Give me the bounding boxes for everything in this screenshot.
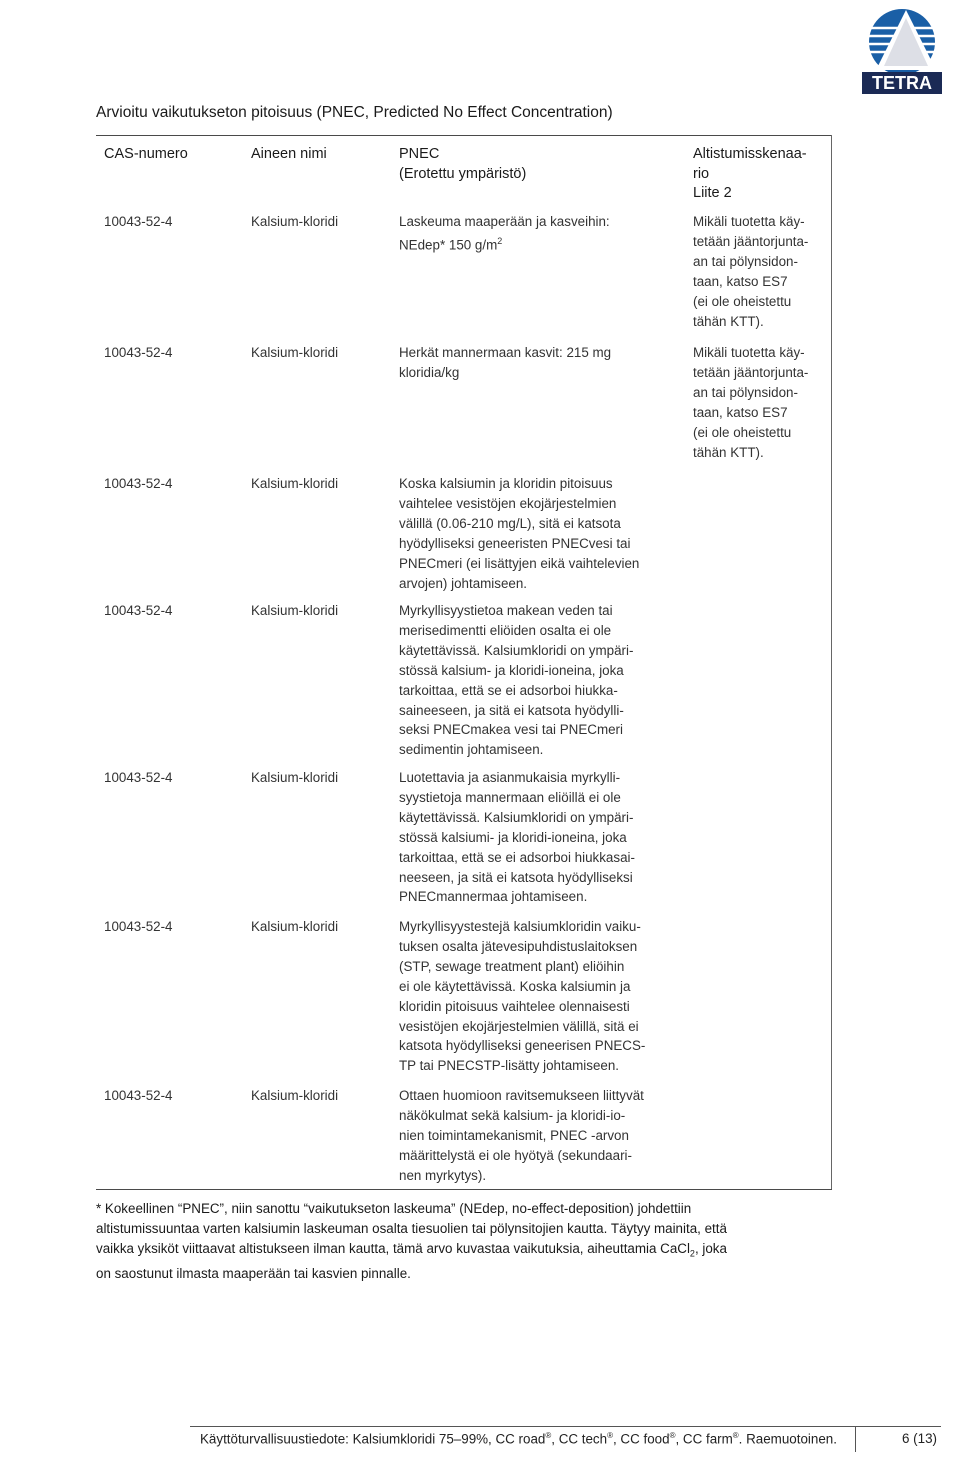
- tetra-logo-mark: [862, 6, 942, 94]
- cell-cas: 10043-52-4: [104, 214, 173, 229]
- cell-pnec: Luotettavia ja asianmukaisia myrkylli- syystietoja mannermaan eliöillä ei ole käytettävissä. Kalsiumkloridi on ympäri- stössä kalsiumi- ja kloridi-ioneina, joka tarkoittaa, että se ei adsorboi hiukkasai- neeseen, ja sitä ei katsota hyödylliseksi PNECmannermaa johtamiseen.: [399, 770, 635, 905]
- header-scenario: Altistumisskenaa- rio Liite 2: [693, 146, 807, 201]
- footnote-line: altistumissuuntaa varten kalsiumin laskeuman osalta tiesuolien tai pölynsitojien kautta. Täytyy mainita, että: [96, 1221, 727, 1236]
- tetra-logo: [862, 6, 942, 94]
- footnote-text: , joka: [694, 1241, 727, 1256]
- cell-name: Kalsium-kloridi: [251, 770, 339, 785]
- registered-mark: ®: [545, 1431, 552, 1440]
- section-title: Arvioitu vaikutukseton pitoisuus (PNEC, Predicted No Effect Concentration): [96, 104, 613, 121]
- cell-pnec: Herkät mannermaan kasvit: 215 mg kloridia/kg: [399, 345, 612, 380]
- cell-cas: 10043-52-4: [104, 345, 173, 360]
- footnote-text: vaikka yksiköt viittaavat altistukseen ilman kautta, tämä arvo kuvastaa vaikutuksia, aiheuttamia CaCl: [96, 1241, 690, 1256]
- cell-scenario: Mikäli tuotetta käy- tetään jääntorjunta- an tai pölynsidon- taan, katso ES7 (ei ole oheistettu tähän KTT).: [693, 345, 809, 460]
- cell-name: Kalsium-kloridi: [251, 345, 339, 360]
- registered-mark: ®: [669, 1431, 676, 1440]
- cell-cas: 10043-52-4: [104, 603, 173, 618]
- header-cas: CAS-numero: [104, 146, 188, 162]
- footer-text: , CC farm: [675, 1431, 733, 1447]
- cell-pnec-text: Laskeuma maaperään ja kasveihin: NEdep* 150 g/m: [399, 214, 610, 253]
- footnote-subscript: 2: [689, 1248, 695, 1259]
- registered-mark: ®: [732, 1431, 739, 1440]
- cell-pnec-superscript: 2: [497, 235, 503, 246]
- cell-cas: 10043-52-4: [104, 770, 173, 785]
- cell-pnec: Ottaen huomioon ravitsemukseen liittyvät näkökulmat sekä kalsium- ja kloridi-io- nien toimintamekanismit, PNEC -arvon määrittelystä ei ole hyötyä (sekundaari- nen myrkytys).: [399, 1088, 644, 1183]
- cell-pnec: Koska kalsiumin ja kloridin pitoisuus vaihtelee vesistöjen ekojärjestelmien välillä (0.06-210 mg/L), sitä ei katsota hyödylliseksi geneeristen PNECvesi tai PNECmeri (ei lisättyjen eikä vaihtelevien arvojen) johtamiseen.: [399, 476, 640, 591]
- cell-cas: 10043-52-4: [104, 919, 173, 934]
- cell-name: Kalsium-kloridi: [251, 214, 339, 229]
- page-number: 6 (13): [902, 1431, 937, 1446]
- footer-text: , CC food: [612, 1431, 670, 1447]
- cell-pnec: Myrkyllisyystestejä kalsiumkloridin vaiku- tuksen osalta jätevesipuhdistuslaitoksen (STP, sewage treatment plant) eliöihin ei ole käytettävissä. Koska kalsiumin ja kloridin pitoisuus vaihtelee olennaisesti vesistöjen ekojärjestelmien välillä, sitä ei katsota hyödylliseksi geneerisen PNECS- TP tai PNECSTP-lisätty johtamiseen.: [399, 919, 646, 1074]
- footnote: [96, 1199, 836, 1284]
- header-pnec: PNEC (Erotettu ympäristö): [399, 146, 527, 182]
- footnote-line: * Kokeellinen “PNEC”, niin sanottu “vaikutukseton laskeuma” (NEdep, no-effect-deposition) johdettiin: [96, 1201, 692, 1216]
- cell-cas: 10043-52-4: [104, 476, 173, 491]
- cell-cas: 10043-52-4: [104, 1088, 173, 1103]
- cell-name: Kalsium-kloridi: [251, 1088, 339, 1103]
- header-name: Aineen nimi: [251, 146, 327, 162]
- table-top-rule: [96, 135, 832, 136]
- footer-document-title: [200, 1431, 837, 1446]
- table-bottom-rule: [96, 1189, 832, 1190]
- logo-text: TETRA: [872, 73, 932, 93]
- footer-separator: [855, 1426, 856, 1452]
- registered-mark: ®: [607, 1431, 613, 1440]
- cell-pnec: [399, 212, 684, 255]
- footer-text: Käyttöturvallisuustiedote: Kalsiumkloridi 75–99%, CC road: [200, 1431, 546, 1447]
- cell-name: Kalsium-kloridi: [251, 603, 339, 618]
- footer-text: . Raemuotoinen.: [738, 1431, 837, 1447]
- cell-name: Kalsium-kloridi: [251, 476, 339, 491]
- footer-rule: [190, 1426, 941, 1427]
- footer-text: , CC tech: [551, 1431, 608, 1447]
- cell-pnec: Myrkyllisyystietoa makean veden tai merisedimentti eliöiden osalta ei ole käytettävissä. Kalsiumkloridi on ympäri- stössä kalsium- ja kloridi-ioneina, joka tarkoittaa, että se ei adsorboi hiukka- saineeseen, ja sitä ei katsota hyödylli- seksi PNECmakea vesi tai PNECmeri sedimentin johtamiseen.: [399, 603, 634, 758]
- footnote-line: on saostunut ilmasta maaperään tai kasvien pinnalle.: [96, 1265, 411, 1281]
- cell-name: Kalsium-kloridi: [251, 919, 339, 934]
- cell-scenario: Mikäli tuotetta käy- tetään jääntorjunta- an tai pölynsidon- taan, katso ES7 (ei ole oheistettu tähän KTT).: [693, 214, 809, 329]
- footnote-line: [96, 1239, 836, 1264]
